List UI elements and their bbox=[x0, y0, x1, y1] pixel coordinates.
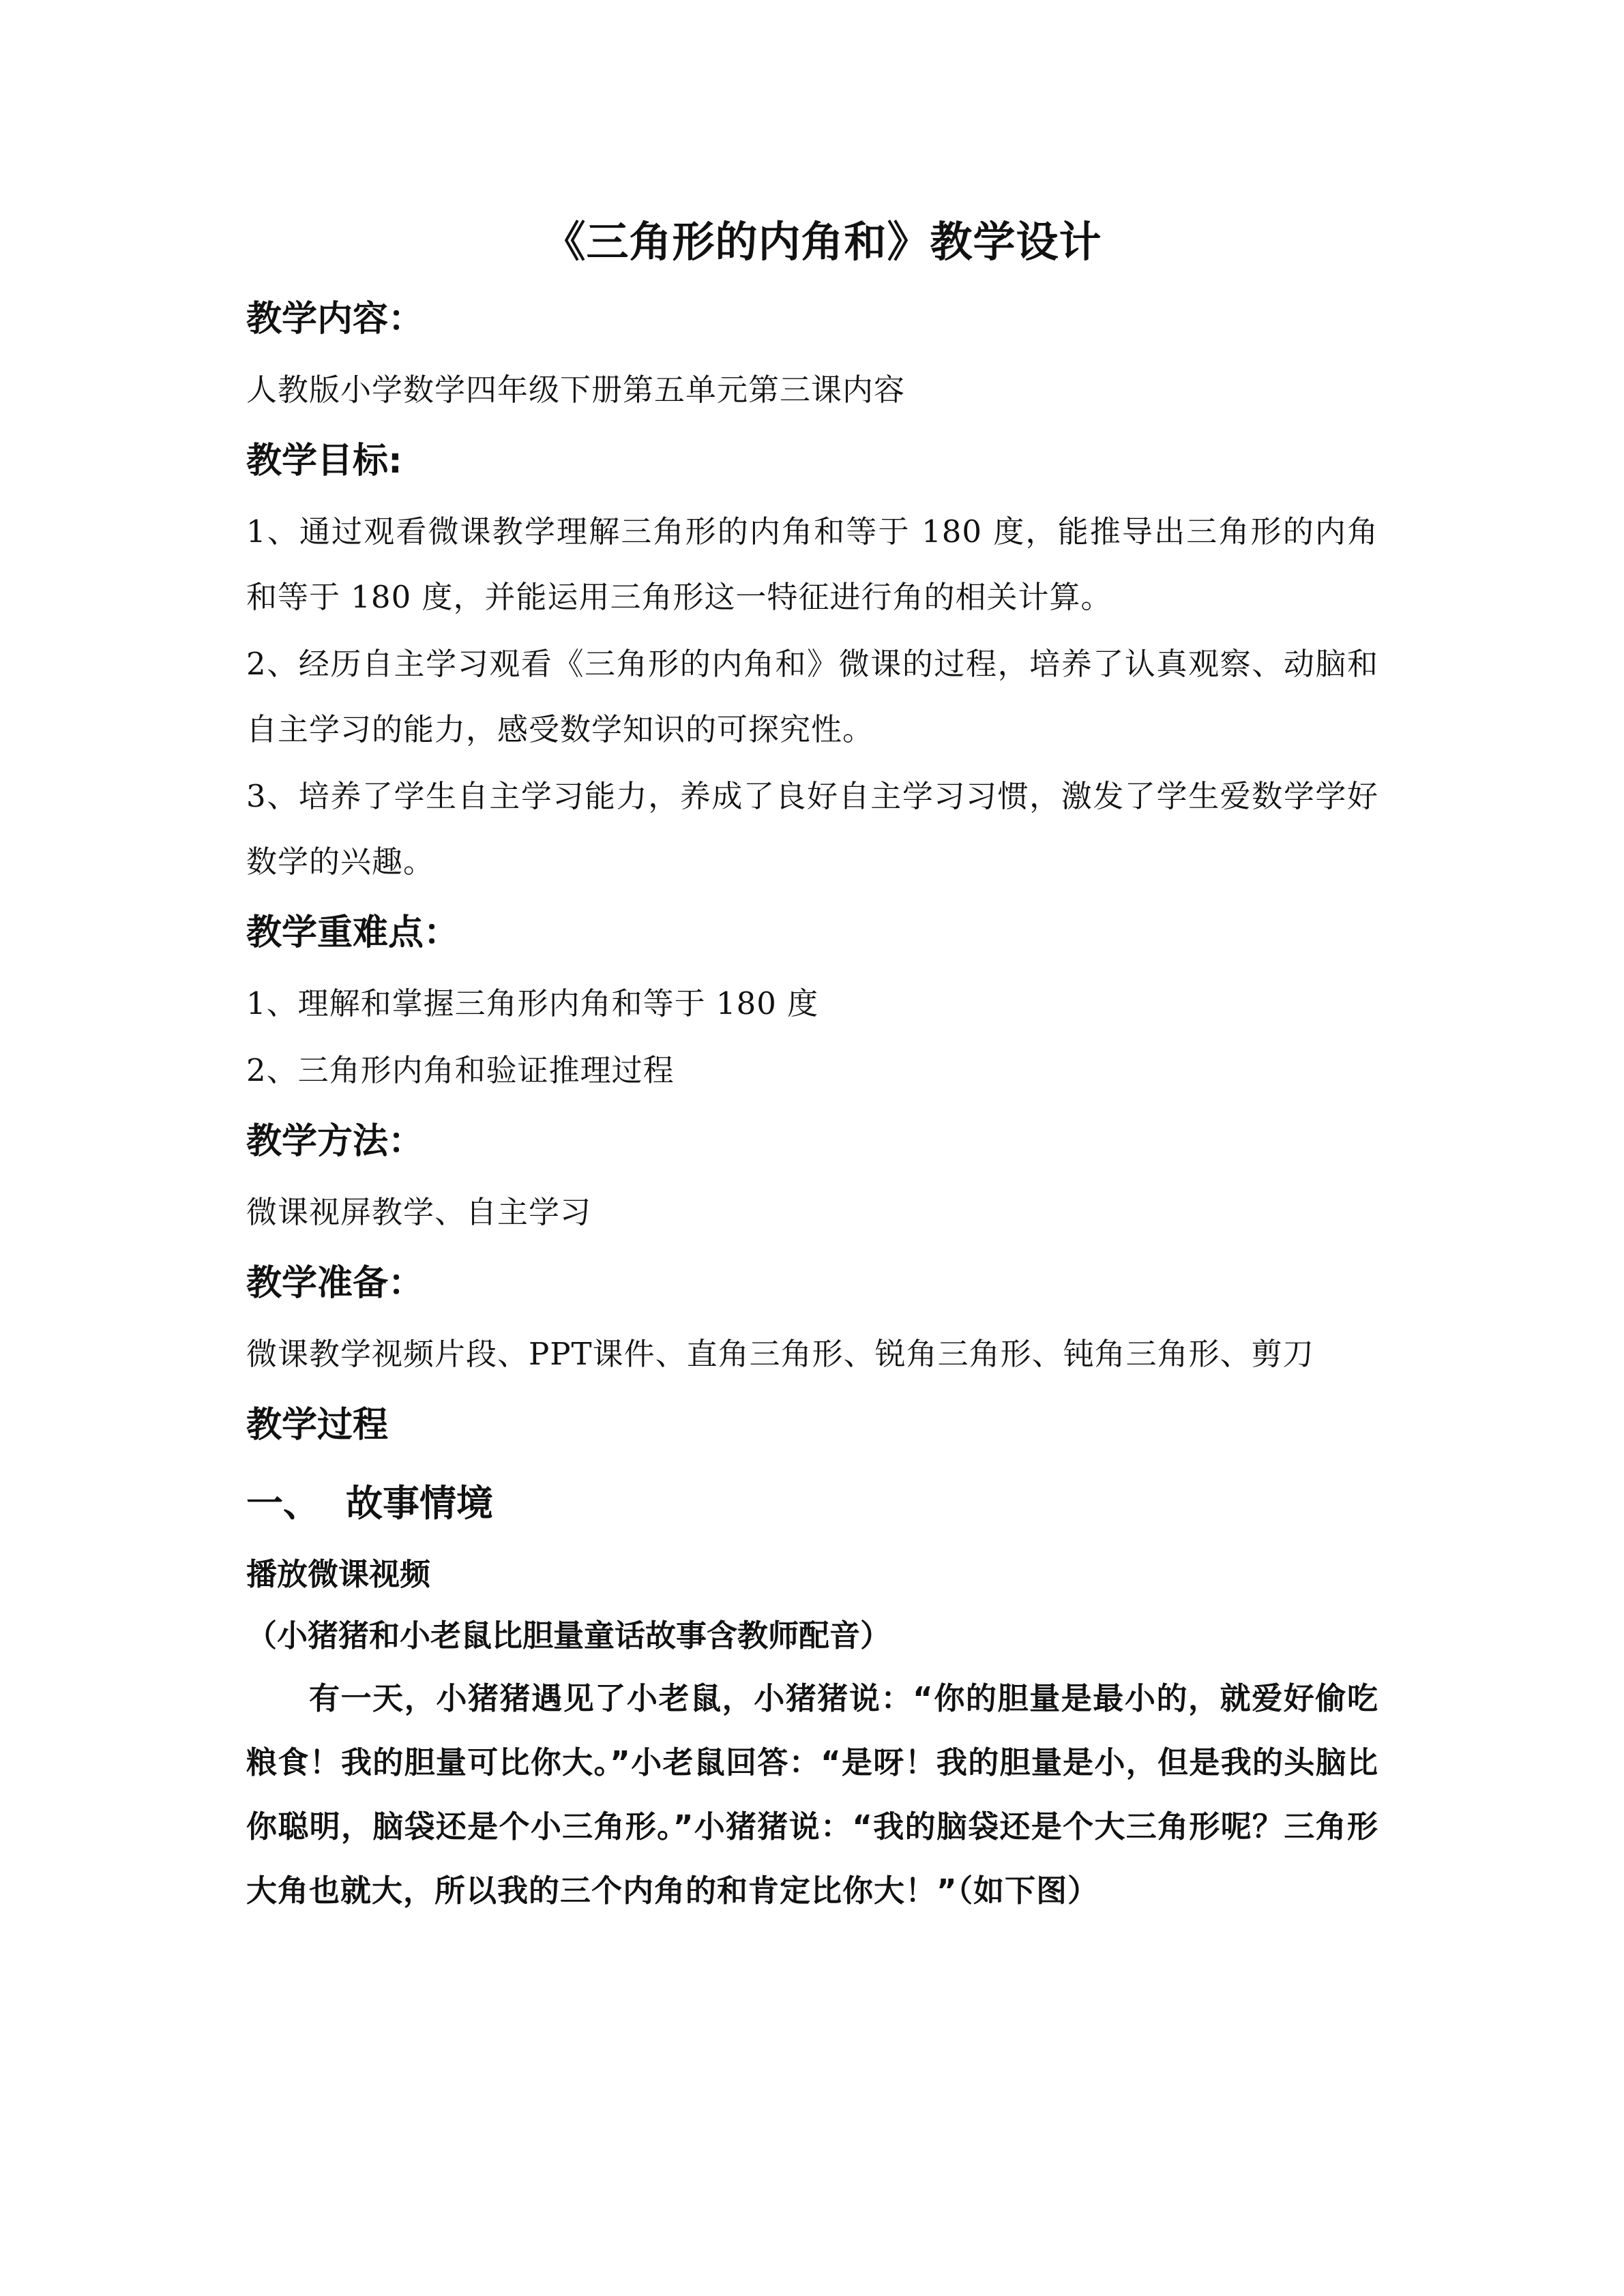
section-key-points bbox=[246, 897, 1378, 1103]
goal-item: 1、通过观看微课教学理解三角形的内角和等于 180 度，能推导出三角形的内角和等于 180 度，并能运用三角形这一特征进行角的相关计算。 bbox=[246, 513, 1378, 615]
section-teaching-methods bbox=[246, 1106, 1378, 1245]
part-title: 故事情境 bbox=[346, 1482, 493, 1525]
play-video-line: 播放微课视频 bbox=[246, 1556, 431, 1592]
key-point-item: 2、三角形内角和验证推理过程 bbox=[246, 1052, 675, 1088]
goal-item: 2、经历自主学习观看《三角形的内角和》微课的过程，培养了认真观察、动脑和自主学习的能力，感受数学知识的可探究性。 bbox=[246, 646, 1378, 747]
part-heading bbox=[246, 1463, 1378, 1544]
section-text: 人教版小学数学四年级下册第五单元第三课内容 bbox=[246, 372, 906, 408]
document-body bbox=[246, 205, 1378, 1923]
part-number: 一、 bbox=[246, 1482, 320, 1525]
section-teaching-process bbox=[246, 1390, 1378, 1923]
section-heading: 教学内容： bbox=[246, 299, 424, 340]
section-heading: 教学方法： bbox=[246, 1121, 424, 1162]
document-title: 《三角形的内角和》教学设计 bbox=[543, 217, 1102, 267]
section-heading: 教学过程 bbox=[246, 1405, 389, 1446]
story-note-line: （小猪猪和小老鼠比胆量童话故事含教师配音） bbox=[246, 1617, 891, 1654]
section-text: 微课教学视频片段、PPT课件、直角三角形、锐角三角形、钝角三角形、剪刀 bbox=[246, 1336, 1314, 1372]
section-heading: 教学重难点： bbox=[246, 912, 460, 953]
key-point-item: 1、理解和掌握三角形内角和等于 180 度 bbox=[246, 985, 819, 1022]
goal-item: 3、培养了学生自主学习能力，养成了良好自主学习习惯，激发了学生爱数学学好数学的兴趣。 bbox=[246, 778, 1378, 880]
section-text: 微课视屏教学、自主学习 bbox=[246, 1194, 592, 1230]
section-teaching-preparation bbox=[246, 1248, 1378, 1387]
section-teaching-goals bbox=[246, 426, 1378, 895]
section-teaching-content bbox=[246, 284, 1378, 423]
section-heading: 教学目标: bbox=[246, 441, 402, 481]
story-paragraph: 有一天，小猪猪遇见了小老鼠，小猪猪说：“你的胆量是最小的，就爱好偷吃粮食！我的胆量可比你大。”小老鼠回答：“是呀！我的胆量是小，但是我的头脑比你聪明，脑袋还是个小三角形。”小猪猪说：“我的脑袋还是个大三角形呢？三角形大角也就大，所以我的三个内角的和肯定比你大！”（如下图） bbox=[246, 1680, 1378, 1909]
section-heading: 教学准备： bbox=[246, 1263, 424, 1304]
